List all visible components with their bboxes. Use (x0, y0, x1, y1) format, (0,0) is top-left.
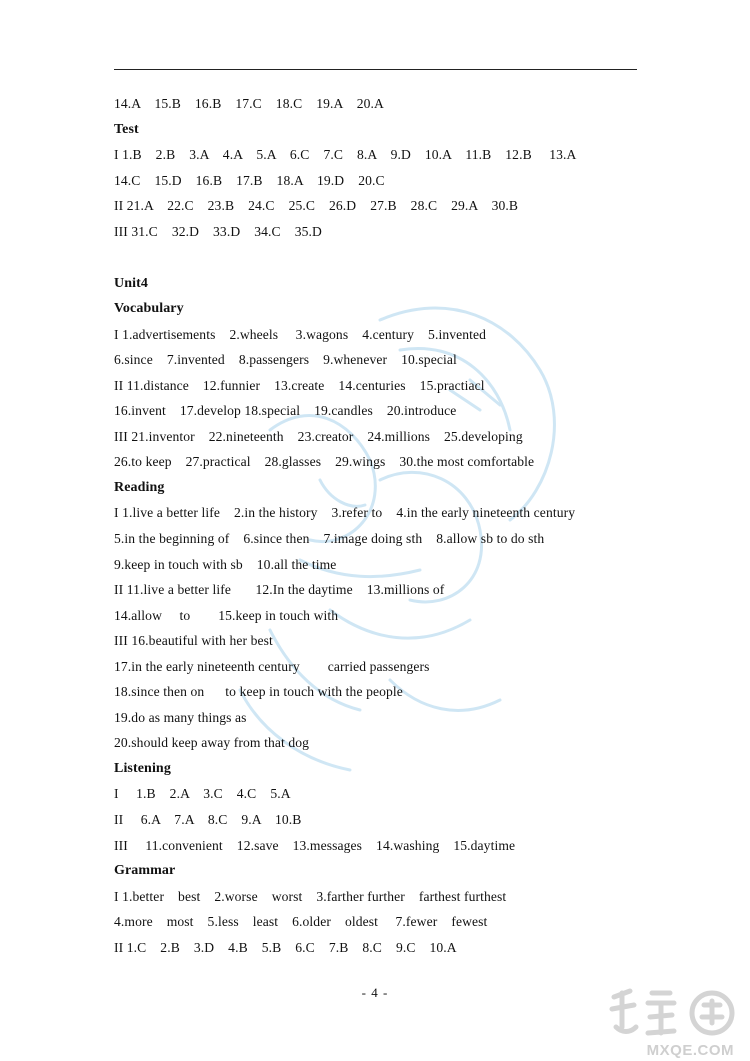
answer-line: 16.invent 17.develop 18.special 19.candles 20.introduce (114, 403, 457, 418)
section-heading-vocabulary: Vocabulary (114, 301, 184, 316)
answer-line: 6.since 7.invented 8.passengers 9.whenever 10.special (114, 352, 457, 367)
answer-line: III 11.convenient 12.save 13.messages 14.washing 15.daytime (114, 838, 516, 853)
answer-line: I 1.B 2.A 3.C 4.C 5.A (114, 786, 291, 801)
section-heading-grammar: Grammar (114, 863, 176, 878)
answer-line: I 1.B 2.B 3.A 4.A 5.A 6.C 7.C 8.A 9.D 10.A 11.B 12.B 13.A (114, 147, 577, 162)
answer-line: 14.C 15.D 16.B 17.B 18.A 19.D 20.C (114, 173, 385, 188)
answer-line: I 1.advertisements 2.wheels 3.wagons 4.century 5.invented (114, 327, 487, 342)
answer-line: 14.A 15.B 16.B 17.C 18.C 19.A 20.A (114, 96, 384, 111)
answer-line: I 1.better best 2.worse worst 3.farther further farthest furthest (114, 889, 507, 904)
answer-line: 26.to keep 27.practical 28.glasses 29.wings 30.the most comfortable (114, 454, 535, 469)
watermark-logo-icon (608, 987, 738, 1041)
answer-line: III 31.C 32.D 33.D 34.C 35.D (114, 224, 322, 239)
answer-line: 4.more most 5.less least 6.older oldest 7.fewer fewest (114, 914, 488, 929)
section-heading-test: Test (114, 122, 139, 137)
answer-line: 9.keep in touch with sb 10.all the time (114, 557, 337, 572)
section-heading-listening: Listening (114, 761, 171, 776)
answer-line: II 11.distance 12.funnier 13.create 14.centuries 15.practiacl (114, 378, 485, 393)
header-rule (114, 69, 637, 70)
answer-line: 19.do as many things as (114, 710, 247, 725)
answer-line: 20.should keep away from that dog (114, 735, 310, 750)
answer-line: 18.since then on to keep in touch with the people (114, 684, 403, 699)
answer-line: 5.in the beginning of 6.since then 7.image doing sth 8.allow sb to do sth (114, 531, 545, 546)
answer-line: 14.allow to 15.keep in touch with (114, 608, 339, 623)
answer-line: III 16.beautiful with her best (114, 633, 273, 648)
answer-line: III 21.inventor 22.nineteenth 23.creator 24.millions 25.developing (114, 429, 523, 444)
answer-line: II 1.C 2.B 3.D 4.B 5.B 6.C 7.B 8.C 9.C 10.A (114, 940, 457, 955)
answer-line: II 6.A 7.A 8.C 9.A 10.B (114, 812, 302, 827)
answer-line: II 11.live a better life 12.In the daytime 13.millions of (114, 582, 445, 597)
watermark-url: MXQE.COM (646, 1042, 734, 1059)
answer-line: 17.in the early nineteenth century carried passengers (114, 659, 430, 674)
unit-heading: Unit4 (114, 276, 148, 291)
page-number: - 4 - (361, 985, 389, 1000)
answer-line: II 21.A 22.C 23.B 24.C 25.C 26.D 27.B 28.C 29.A 30.B (114, 198, 519, 213)
answer-line: I 1.live a better life 2.in the history 3.refer to 4.in the early nineteenth century (114, 505, 576, 520)
section-heading-reading: Reading (114, 480, 165, 495)
